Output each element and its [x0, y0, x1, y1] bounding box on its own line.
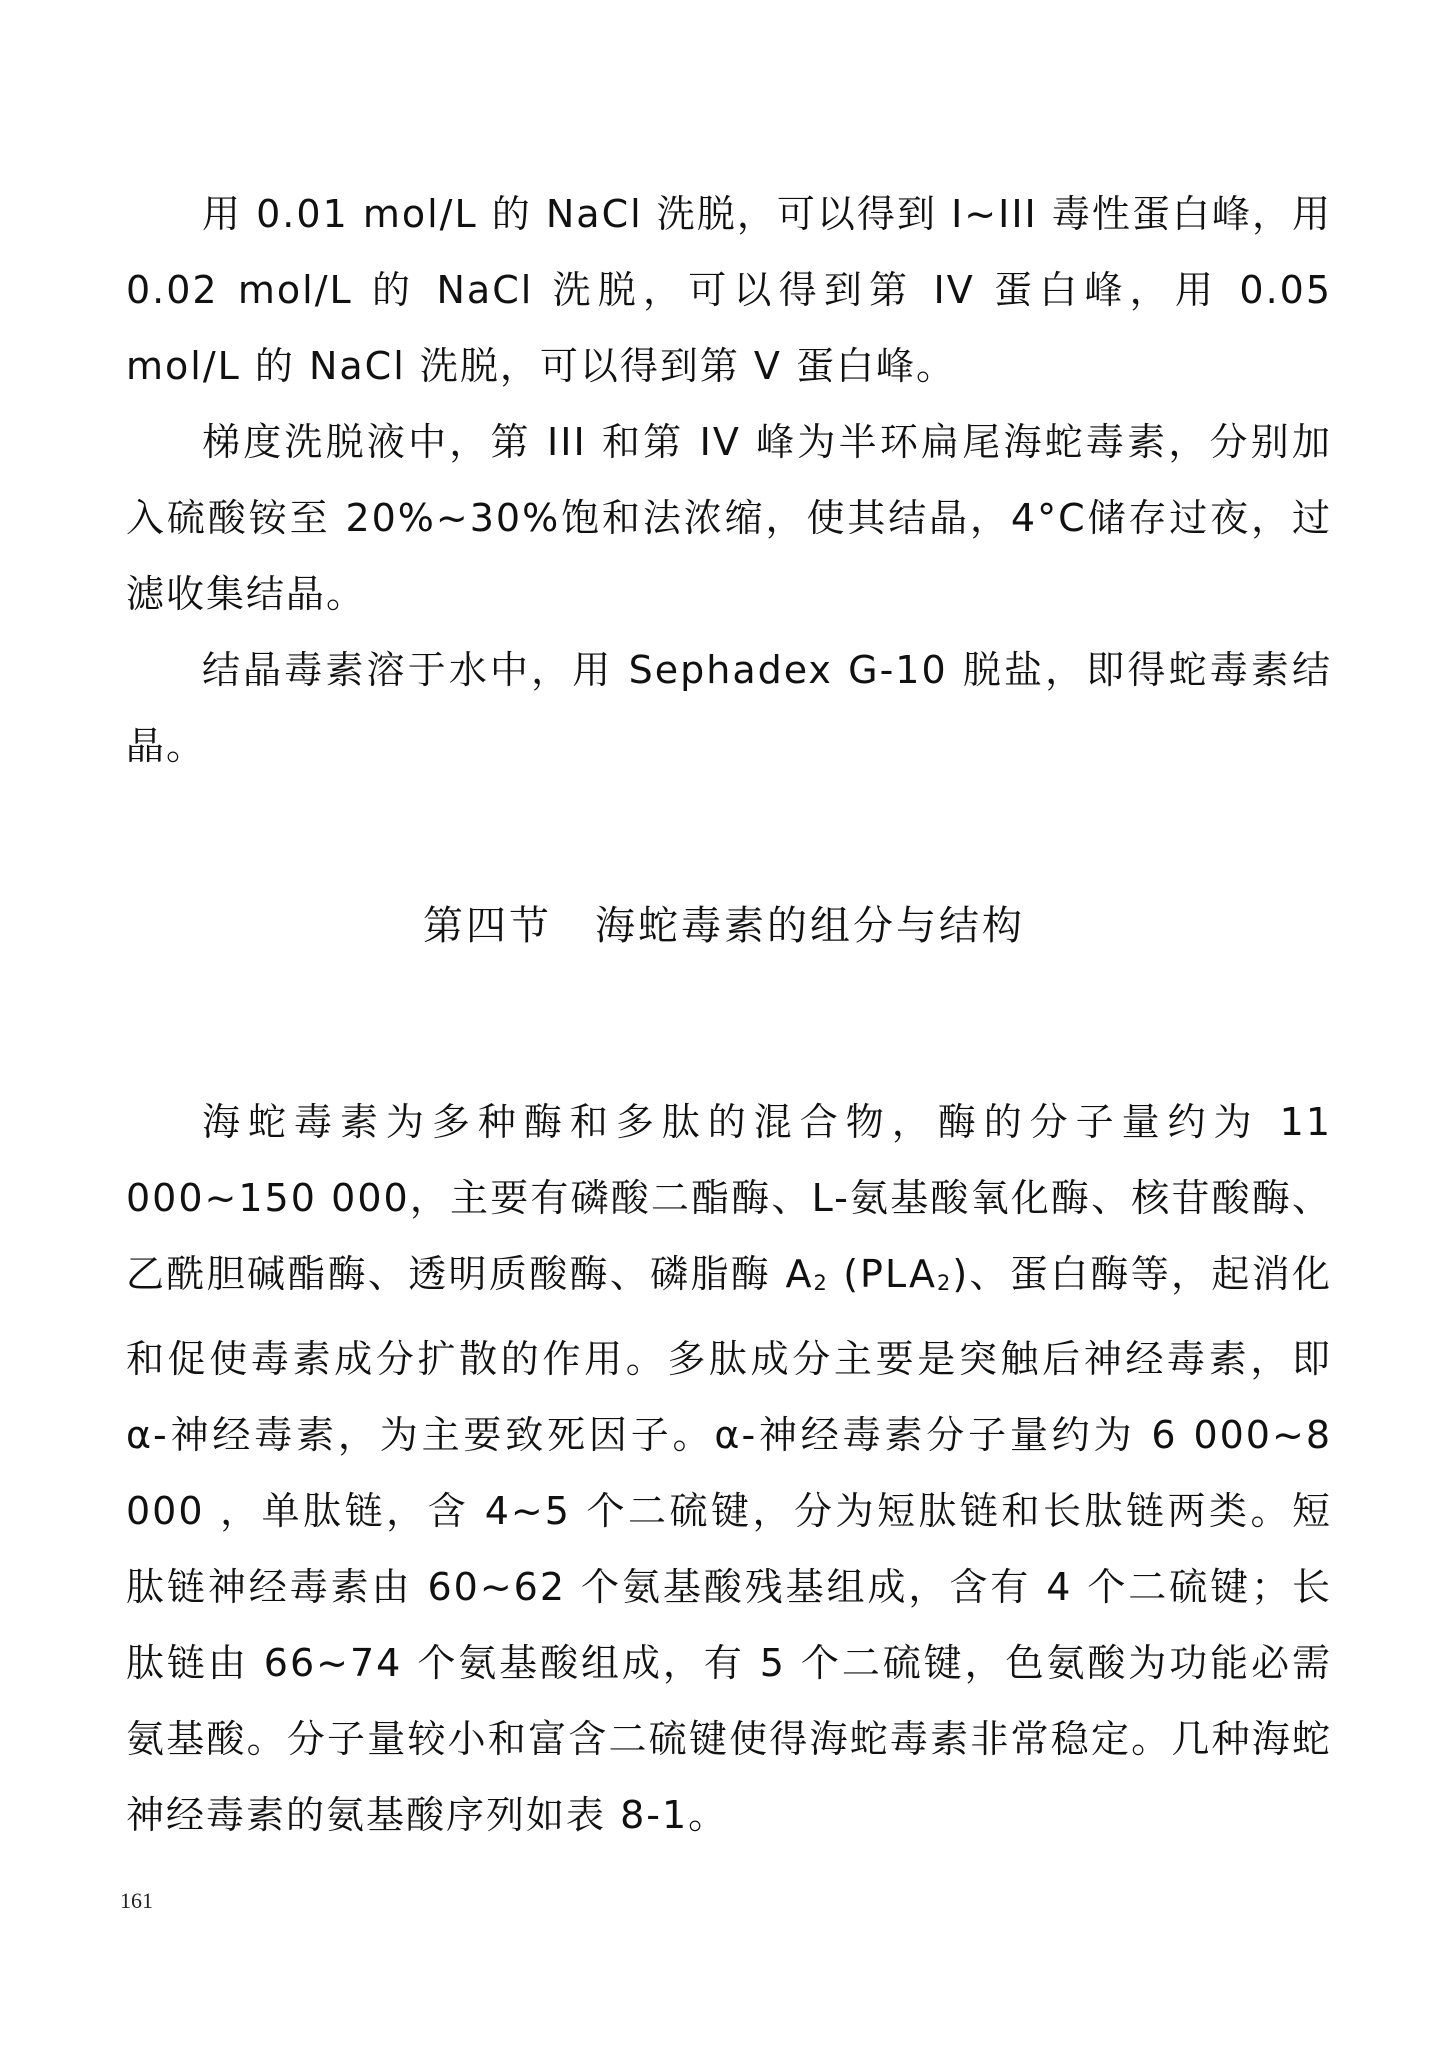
body-text-part3: )、蛋白酶等，起消化和促使毒素成分扩散的作用。多肽成分主要是突触后神经毒素，即 α-神经毒素，为主要致死因子。α-神经毒素分子量约为 6 000~8 000 ，单肽链，含 4~5 个二硫键，分为短肽链和长肽链两类。短肽链神经毒素由 60~62 个氨基酸残基组成，含有 4 个二硫键；长肽链由 66~74 个氨基酸组成，有 5 个二硫键，色氨酸为功能必需氨基酸。分子量较小和富含二硫键使得海蛇毒素非常稳定。几种海蛇神经毒素的氨基酸序列如表 8-1。: [126, 1252, 1333, 1838]
paragraph-gradient-elution: 梯度洗脱液中，第 III 和第 IV 峰为半环扁尾海蛇毒素，分别加入硫酸铵至 20%~30%饱和法浓缩，使其结晶，4°C储存过夜，过滤收集结晶。: [126, 420, 1332, 616]
body-text-part1: 海蛇毒素为多种酶和多肽的混合物，酶的分子量约为 11 000~150 000，主要有磷酸二酯酶、L-氨基酸氧化酶、核苷酸酶、乙酰胆碱酯酶、透明质酸酶、磷脂酶 A: [126, 1100, 1332, 1296]
subscript-2b: 2: [937, 1271, 953, 1296]
paragraph-desalting: 结晶毒素溶于水中，用 Sephadex G-10 脱盐，即得蛇毒素结晶。: [126, 648, 1332, 768]
section-heading: 第四节 海蛇毒素的组分与结构: [423, 903, 1025, 949]
subscript-2: 2: [813, 1271, 829, 1296]
page-number: 161: [120, 1888, 153, 1913]
paragraph-nacl-elution: 用 0.01 mol/L 的 NaCl 洗脱，可以得到 I~III 毒性蛋白峰，用 0.02 mol/L 的 NaCl 洗脱，可以得到第 IV 蛋白峰，用 0.05 mol/L 的 NaCl 洗脱，可以得到第 V 蛋白峰。: [126, 192, 1332, 388]
paragraph-venom-composition: [126, 1084, 1332, 1853]
body-text-part2: (PLA: [828, 1252, 938, 1296]
